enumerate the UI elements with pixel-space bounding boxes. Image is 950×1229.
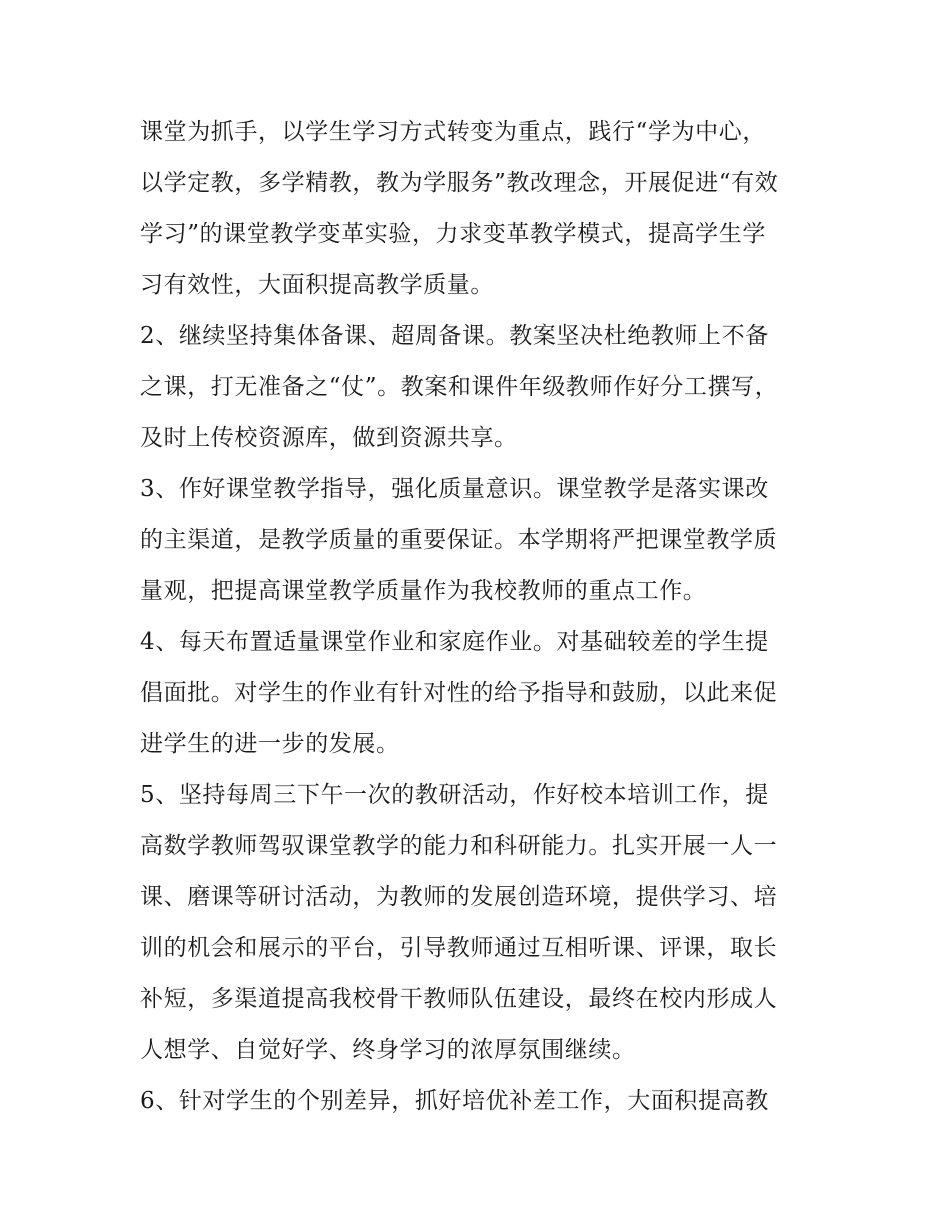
text-line: 习有效性，大面积提高教学质量。 [140,272,494,298]
text-line: 以学定教，多学精教，教为学服务”教改理念，开展促进“有效 [140,170,779,196]
text-line: 进学生的进一步的发展。 [140,731,400,757]
text-line: 训的机会和展示的平台，引导教师通过互相听课、评课，取长 [140,935,778,961]
text-line: 6、针对学生的个别差异，抓好培优补差工作，大面积提高教 [140,1088,769,1114]
text-line: 课、磨课等研讨活动，为教师的发展创造环境，提供学习、培 [140,884,778,910]
text-line: 3、作好课堂教学指导，强化质量意识。课堂教学是落实课改 [140,476,769,502]
text-line: 量观，把提高课堂教学质量作为我校教师的重点工作。 [140,578,707,604]
text-line: 高数学教师驾驭课堂教学的能力和科研能力。扎实开展一人一 [140,833,778,859]
body-text [140,107,820,1127]
text-line: 及时上传校资源库，做到资源共享。 [140,425,518,451]
text-line: 4、每天布置适量课堂作业和家庭作业。对基础较差的学生提 [140,629,769,655]
text-line: 之课，打无准备之“仗”。教案和课件年级教师作好分工撰写， [140,374,779,400]
text-line: 5、坚持每周三下午一次的教研活动，作好校本培训工作，提 [140,782,769,808]
text-line: 人想学、自觉好学、终身学习的浓厚氛围继续。 [140,1037,636,1063]
text-line: 倡面批。对学生的作业有针对性的给予指导和鼓励，以此来促 [140,680,778,706]
text-line: 课堂为抓手，以学生学习方式转变为重点，践行“学为中心， [140,119,766,145]
text-line: 补短，多渠道提高我校骨干教师队伍建设，最终在校内形成人 [140,986,778,1012]
text-line: 的主渠道，是教学质量的重要保证。本学期将严把课堂教学质 [140,527,778,553]
text-line: 2、继续坚持集体备课、超周备课。教案坚决杜绝教师上不备 [140,323,769,349]
text-line: 学习”的课堂教学变革实验，力求变革教学模式，提高学生学 [140,221,766,247]
